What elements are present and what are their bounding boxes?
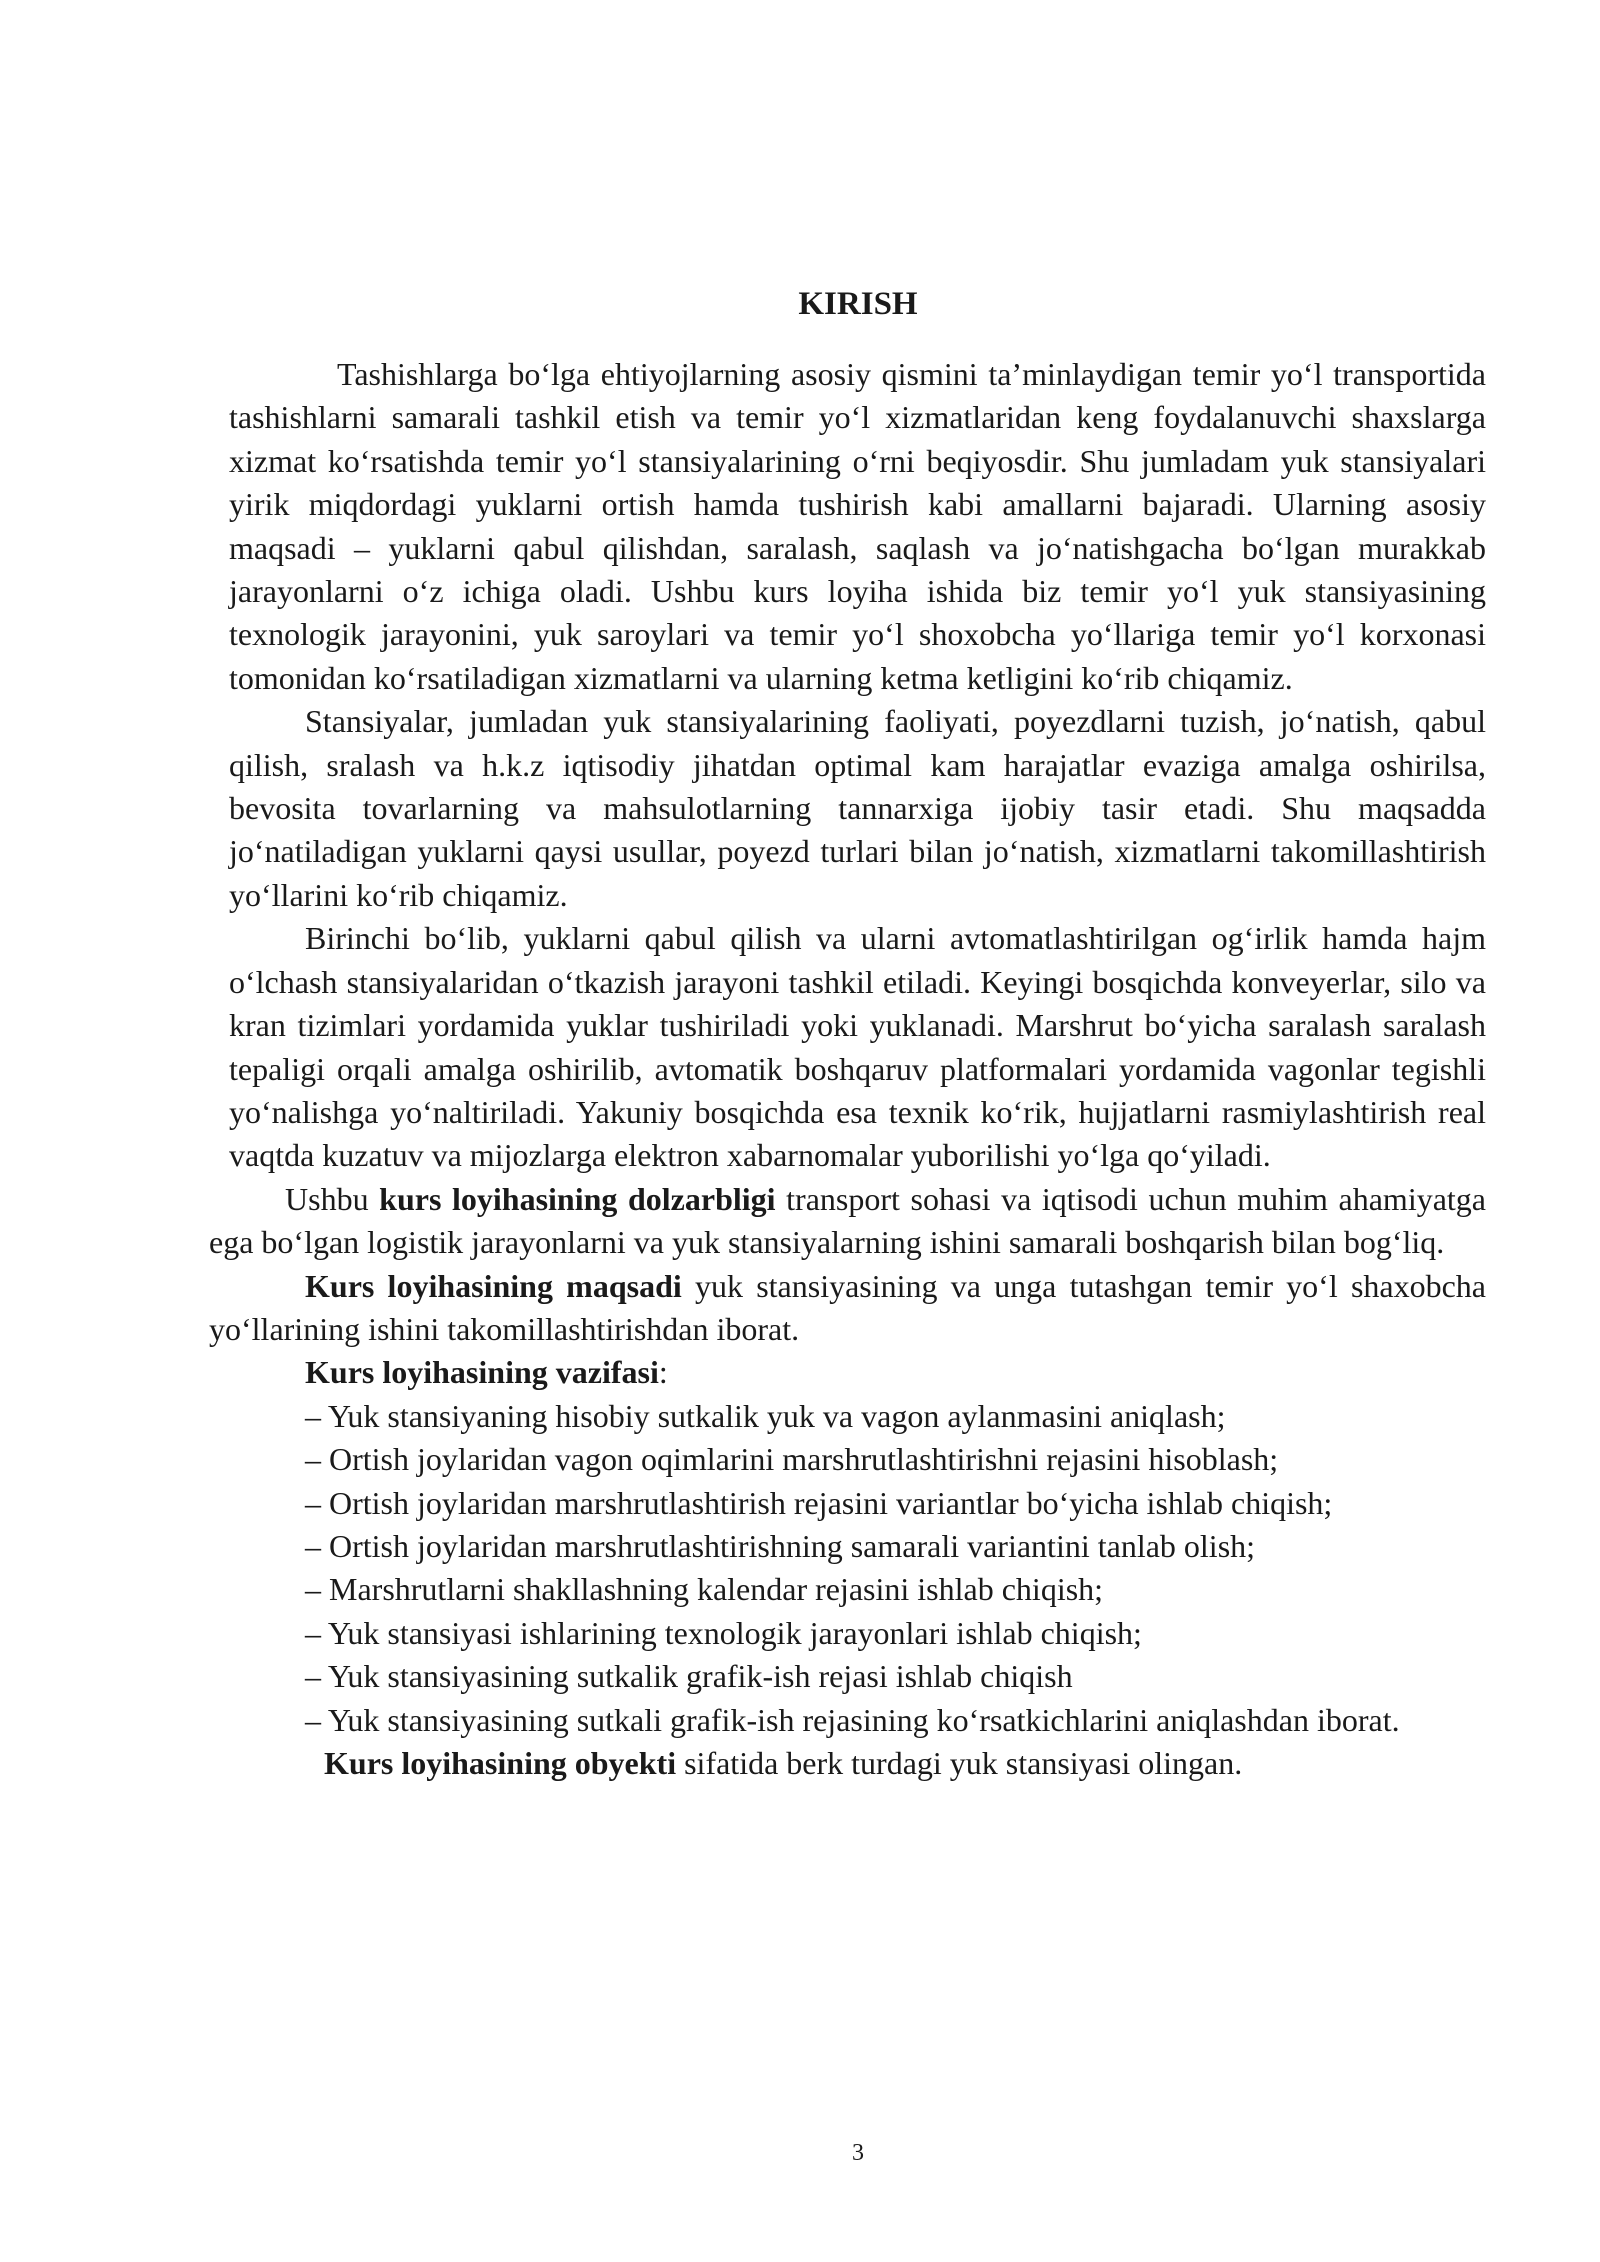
- task-item: – Yuk stansiyasining sutkalik grafik-ish rejasi ishlab chiqish: [305, 1658, 1073, 1695]
- task-item: – Yuk stansiyaning hisobiy sutkalik yuk va vagon aylanmasini aniqlash;: [305, 1397, 1226, 1434]
- page-number: 3: [852, 2140, 864, 2166]
- tasks-heading-colon: :: [658, 1354, 668, 1391]
- task-item: – Ortish joylaridan marshrutlashtirishning samarali variantini tanlab olish;: [305, 1527, 1256, 1564]
- object-text: sifatida berk turdagi yuk stansiyasi olingan.: [676, 1745, 1243, 1781]
- page-title: KIRISH: [798, 286, 918, 322]
- relevance-bold: kurs loyihasining dolzarbligi: [379, 1180, 776, 1217]
- task-item: – Ortish joylaridan vagon oqimlarini marshrutlashtirishni rejasini hisoblash;: [305, 1441, 1279, 1478]
- paragraph-intro: Tashishlarga bo‘lga ehtiyojlarning asosiy qismini ta’minlaydigan temir yo‘l transportida tashishlarni samarali tashkil etish va temir yo‘l xizmatlaridan keng foydalanuvchi shaxslarga xizmat ko‘rsatishda temir yo‘l stansiyalarining o‘rni beqiyosdir. Shu jumladam yuk stansiyalari yirik miqdordagi yuklarni ortish hamda tushirish kabi amallarni bajaradi. Ularning asosiy maqsadi – yuklarni qabul qilishdan, saralash, saqlash va jo‘natishgacha bo‘lgan murakkab jarayonlarni o‘z ichiga oladi. Ushbu kurs loyiha ishida biz temir yo‘l yuk stansiyasining texnologik jarayonini, yuk saroylari va temir yo‘l shoxobcha yo‘llariga temir yo‘l korxonasi tomonidan ko‘rsatiladigan xizmatlarni va ularning ketma ketligini ko‘rib chiqamiz.: [229, 356, 1486, 696]
- document-body: [209, 353, 1487, 1785]
- paragraph-process: Birinchi bo‘lib, yuklarni qabul qilish va ularni avtomatlashtirilgan og‘irlik hamda hajm o‘lchash stansiyalaridan o‘tkazish jarayoni tashkil etiladi. Keyingi bosqichda konveyerlar, silo va kran tizimlari yordamida yuklar tushiriladi yoki yuklanadi. Marshrut bo‘yicha saralash saralash tepaligi orqali amalga oshirilib, avtomatik boshqaruv platformalari yordamida vagonlar tegishli yo‘nalishga yo‘naltiriladi. Yakuniy bosqichda esa texnik ko‘rik, hujjatlarni rasmiylashtirish real vaqtda kuzatuv va mijozlarga elektron xabarnomalar yuborilishi yo‘lga qo‘yiladi.: [229, 920, 1486, 1174]
- task-item: – Ortish joylaridan marshrutlashtirish rejasini variantlar bo‘yicha ishlab chiqish;: [305, 1484, 1333, 1521]
- tasks-heading: [229, 1351, 1486, 1394]
- relevance-text: transport sohasi va iqtisodi uchun muhim ahamiyatga ega bo‘lgan logistik jarayonlarni va yuk stansiyalarning ishini samarali boshqarish bilan bog‘liq.: [209, 1180, 1487, 1261]
- relevance-lead: Ushbu: [285, 1180, 380, 1217]
- object-bold: Kurs loyihasining obyekti: [324, 1745, 677, 1781]
- goal-text: yuk stansiyasining va unga tutashgan temir yo‘l shaxobcha yo‘llarining ishini takomillashtirishdan iborat.: [209, 1267, 1487, 1347]
- paragraph-stations: Stansiyalar, jumladan yuk stansiyalarining faoliyati, poyezdlarni tuzish, jo‘natish, qabul qilish, sralash va h.k.z iqtisodiy jihatdan optimal kam harajatlar evaziga amalga oshirilsa, bevosita tovarlarning va mahsulotlarning tannarxiga ijobiy tasir etadi. Shu maqsadda jo‘natiladigan yuklarni qaysi usullar, poyezd turlari bilan jo‘natish, xizmatlarni takomillashtirish yo‘llarini ko‘rib chiqamiz.: [229, 703, 1486, 913]
- task-item: – Marshrutlarni shakllashning kalendar rejasini ishlab chiqish;: [305, 1571, 1104, 1608]
- paragraph-relevance: [209, 1178, 1486, 1265]
- task-item: – Yuk stansiyasi ishlarining texnologik jarayonlari ishlab chiqish;: [305, 1614, 1142, 1651]
- tasks-heading-bold: Kurs loyihasining vazifasi: [305, 1354, 659, 1391]
- paragraph-goal: [209, 1265, 1486, 1352]
- task-item: – Yuk stansiyasining sutkali grafik-ish rejasining ko‘rsatkichlarini aniqlashdan iborat.: [305, 1701, 1400, 1738]
- paragraph-object: [229, 1742, 1486, 1785]
- goal-bold: Kurs loyihasining maqsadi: [305, 1267, 682, 1304]
